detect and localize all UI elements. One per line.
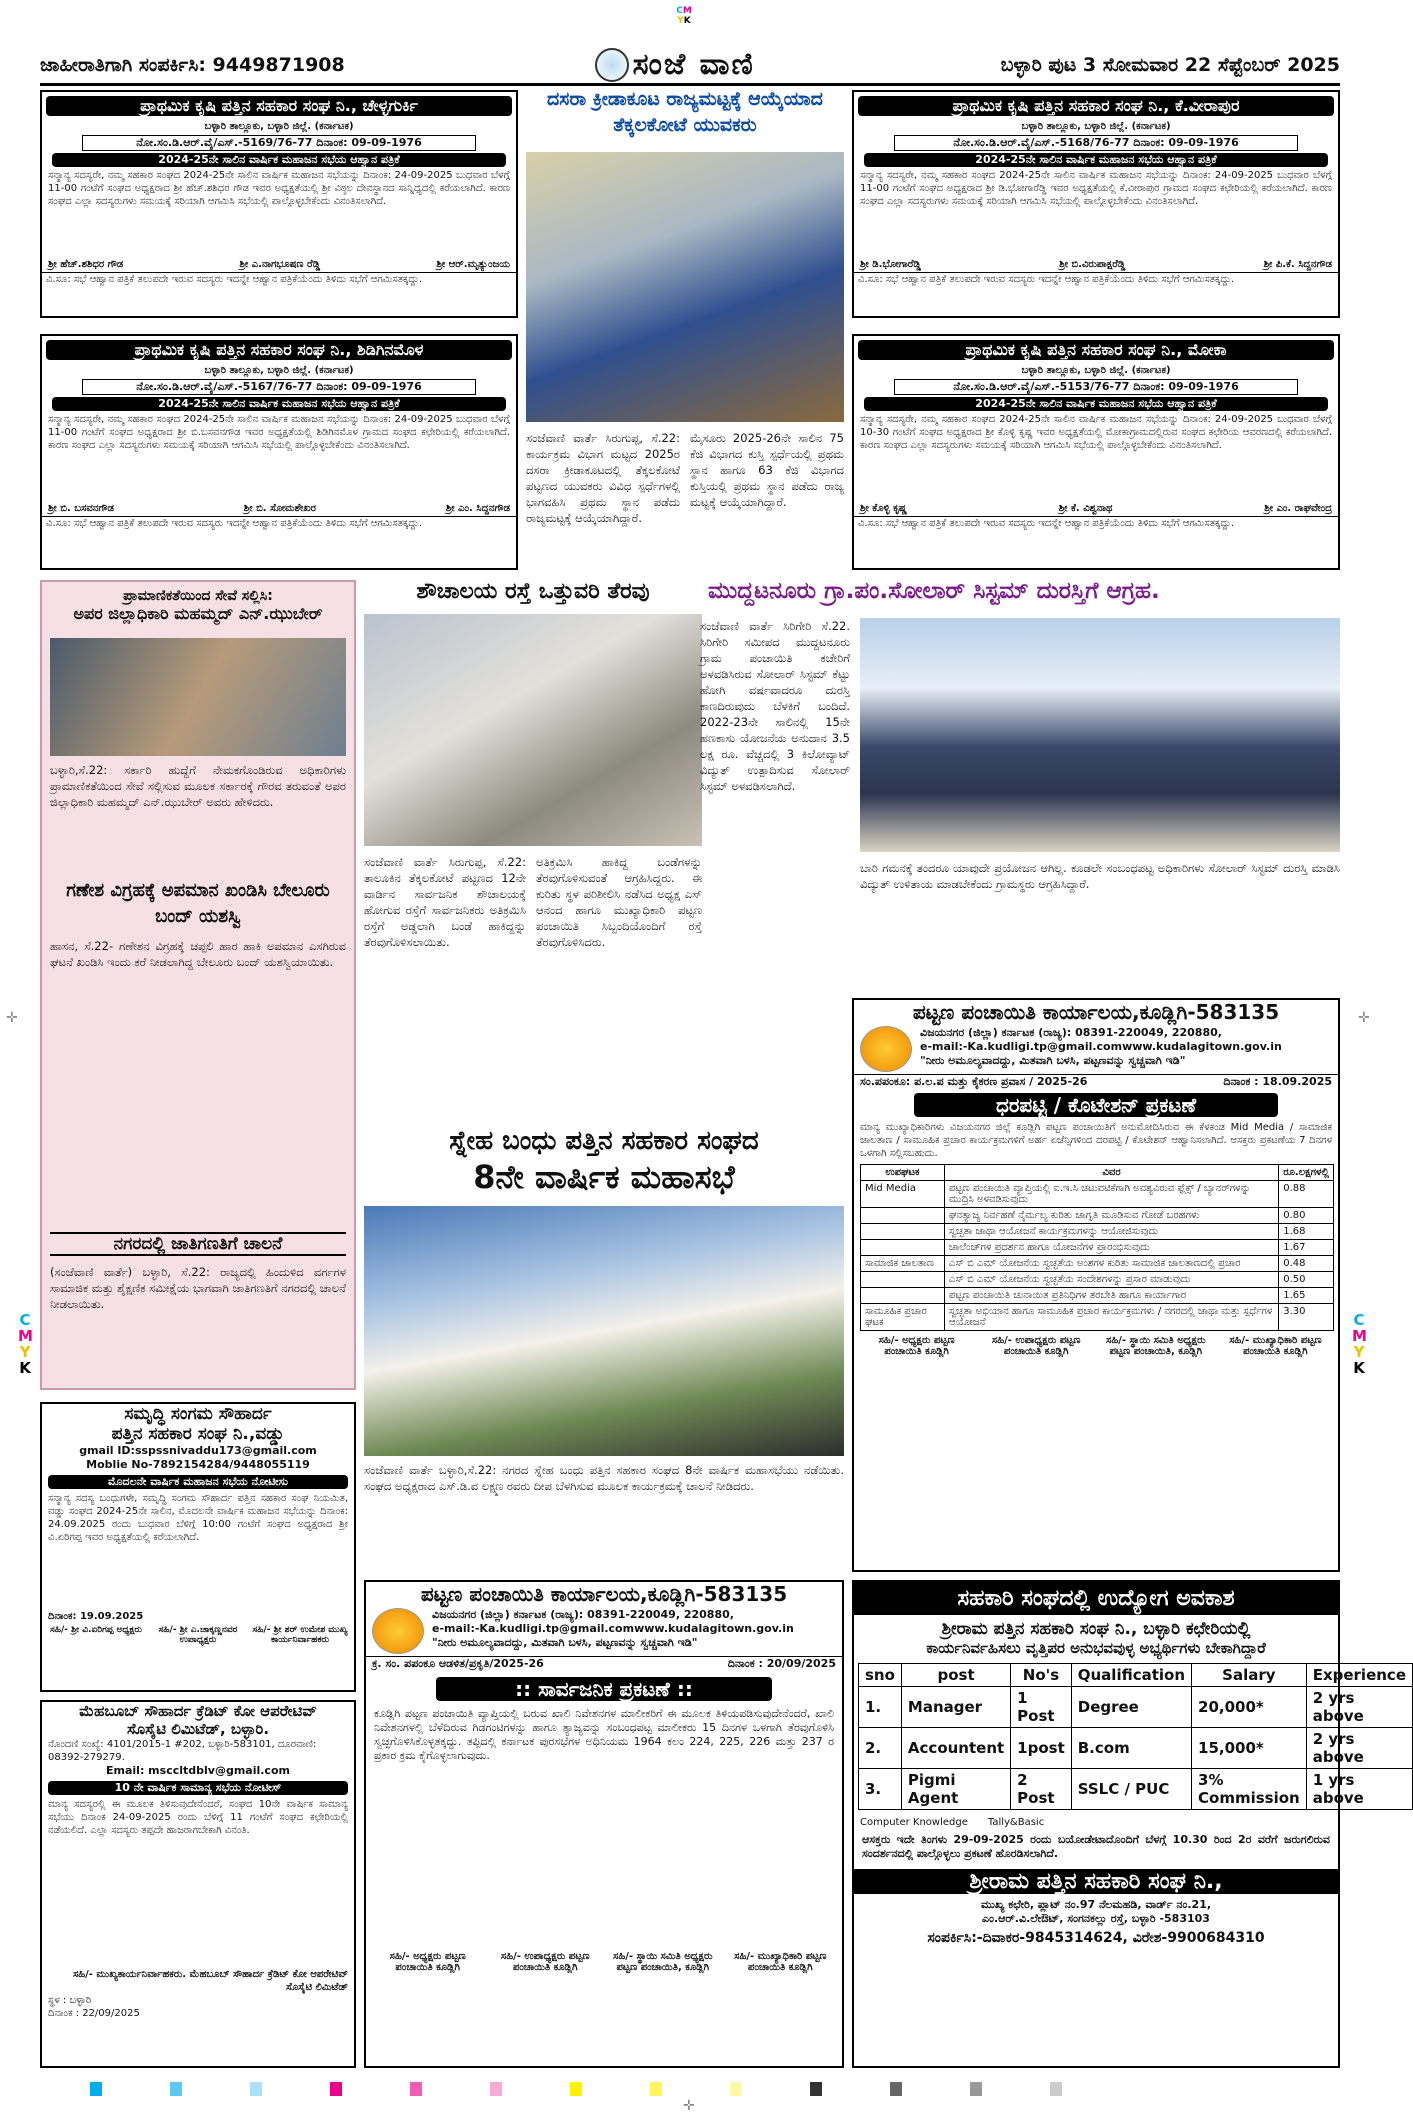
registration-cross-icon: ✛ xyxy=(6,1010,18,1026)
jobs-address-2: ಎಂ.ಆರ್.ವಿ.ಲೇಔಟ್, ಸಂಗನಕಲ್ಲು ರಸ್ತೆ, ಬಳ್ಳಾರಿ -583103 xyxy=(982,1912,1210,1925)
jobs-org: ಶ್ರೀರಾಮ ಪತ್ತಿನ ಸಹಕಾರಿ ಸಂಘ ನಿ., xyxy=(854,1869,1338,1894)
notice-subtitle: ಬಳ್ಳಾರಿ ತಾಲ್ಲೂಕು, ಬಳ್ಳಾರಿ ಜಿಲ್ಲೆ. (ಕರ್ನಾಟಕ) xyxy=(204,365,354,376)
rates-row xyxy=(861,1208,1334,1224)
notice-footnote: ವಿ.ಸೂ: ಸಭೆ ಆಹ್ವಾನ ಪತ್ರಿಕೆ ತಲುಪದೇ ಇರುವ ಸದಸ್ಯರು ಇದನ್ನೇ ಆಹ್ವಾನ ಪತ್ರಿಕೆಯೆಂದು ತಿಳಿದು ಸಭೆಗೆ ಆಗಮಿಸತಕ್ಕದ್ದು. xyxy=(42,272,516,286)
notice-title: ಪ್ರಾಥಮಿಕ ಕೃಷಿ ಪತ್ತಿನ ಸಹಕಾರ ಸಂಘ ನಿ., ಚೇಳ್ಳಗುರ್ಕಿ xyxy=(46,96,512,116)
mehabub-date: ದಿನಾಂಕ : 22/09/2025 xyxy=(48,2008,140,2019)
solar-headline: ಮುದ್ದಟನೂರು ಗ್ರಾ.ಪಂ.ಸೋಲಾರ್ ಸಿಸ್ಟಮ್ ದುರಸ್ತಿಗೆ ಆಗ್ರಹ. xyxy=(708,578,1160,604)
tender-signature: ಸಹಿ/- ಮುಖ್ಯಾಧಿಕಾರಿ ಪಟ್ಟಣ ಪಂಚಾಯಿತಿ ಕೂಡ್ಲಿಗಿ xyxy=(1229,1335,1322,1357)
dasara-column-2: ಮೈಸೂರು 2025-26ನೇ ಸಾಲಿನ 75 ಕೆಜಿ ವಿಭಾಗದ ಕುಸ್ತಿ ಸ್ಪರ್ಧೆಯಲ್ಲಿ ಪ್ರಥಮ ಸ್ಥಾನ ಹಾಗೂ 63 ಕೆಜಿ ವಿಭಾಗದ ಕುಸ್ತಿಯಲ್ಲಿ ಪ್ರಥಮ ಸ್ಥಾನ ಪಡೆದು ರಾಜ್ಯ ಮಟ್ಟಕ್ಕೆ ಆಯ್ಕೆಯಾಗಿದ್ದಾರೆ. xyxy=(690,431,844,509)
mehabub-bar: 10 ನೇ ವಾರ್ಷಿಕ ಸಾಮಾನ್ಯ ಸಭೆಯ ನೋಟೀಸ್ xyxy=(48,1781,348,1795)
notice-signatures xyxy=(854,257,1338,272)
rates-cell: ಘನತ್ಯಾಜ್ಯ ನಿರ್ವಹಣೆ ನೈರ್ಮಲ್ಯ ಕುರಿತು ಜಾಗೃತಿ ಮೂಡಿಸುವ ಗೋಡೆ ಬರಹಗಳು xyxy=(944,1208,1278,1224)
tender-signatures xyxy=(854,1335,1338,1357)
notice-body: ಸನ್ಮಾನ್ಯ ಸದಸ್ಯರೇ, ನಮ್ಮ ಸಹಕಾರ ಸಂಘದ 2024-25ನೇ ಸಾಲಿನ ವಾರ್ಷಿಕ ಮಹಾಜನ ಸಭೆಯನ್ನು ದಿನಾಂಕ: 24-09-2025 ಬುಧವಾರ ಬೆಳಗ್ಗೆ 11-00 ಗಂಟೆಗೆ ಸಂಘದ ಅಧ್ಯಕ್ಷರಾದ ಶ್ರೀ ಹೆಚ್.ಶಶಿಧರ ಗೌಡ ಇವರ ಅಧ್ಯಕ್ಷತೆಯಲ್ಲಿ ಶ್ರೀ ವಿಠ್ಠಲ ದೇವಸ್ಥಾನದ ಸಾನ್ನಿಧ್ಯದಲ್ಲಿ ಕರೆಯಲಾಗಿದೆ. ಕಾರಣ ಸಂಘದ ಎಲ್ಲಾ ಸದಸ್ಯರುಗಳು ಸಮಯಕ್ಕೆ ಸರಿಯಾಗಿ ಆಗಮಿಸಿ ಸಭೆಯಲ್ಲಿ ಪಾಲ್ಗೊಳ್ಳಬೇಕೆಂದು ವಿನಂತಿಸಲಾಗಿದೆ. xyxy=(48,170,510,207)
tender-signature: ಸಹಿ/- ಸ್ಥಾಯಿ ಸಮಿತಿ ಅಧ್ಯಕ್ಷರು ಪಟ್ಟಣ ಪಂಚಾಯಿತಿ, ಕೂಡ್ಲಿಗಿ xyxy=(1106,1335,1206,1357)
dateline: ಬಳ್ಳಾರಿ ಪುಟ 3 ಸೋಮವಾರ 22 ಸೆಪ್ಟೆಂಬರ್ 2025 xyxy=(1000,53,1340,76)
public-notice-banner: :: ಸಾರ್ವಜನಿಕ ಪ್ರಕಟಣೆ :: xyxy=(436,1677,772,1701)
rates-row xyxy=(861,1288,1334,1304)
pink-news-column xyxy=(40,580,356,1390)
rates-row xyxy=(861,1304,1334,1331)
jobs-header-cell: Salary xyxy=(1192,1664,1307,1687)
tender-body: ಮಾನ್ಯ ಮುಖ್ಯಾಧಿಕಾರಿಗಳು ವಿಜಯನಗರ ಜಿಲ್ಲೆ ಕೂಡ್ಲಿಗಿ ಪಟ್ಟಣ ಪಂಚಾಯಿತಿಗೆ ಅನುಮೋದಿಸಿರುವ ಈ ಕೆಳಕಂಡ Mid Media / ಸಾಮಾಜಿಕ ಜಾಲತಾಣ / ಸಾಮೂಹಿಕ ಪ್ರಚಾರ ಕಾರ್ಯಕ್ರಮಗಳಿಗೆ ಅರ್ಹ ಏಜೆನ್ಸಿಗಳಿಂದ ದರಪಟ್ಟಿ / ಕೊಟೇಶನ್ ಆಹ್ವಾನಿಸಲಾಗಿದೆ. ಆಸಕ್ತರು ಪ್ರಕಟಣೆಯ 7 ದಿನಗಳ ಒಳಗಾಗಿ ಸಲ್ಲಿಸಬಹುದು. xyxy=(860,1122,1332,1159)
jobs-line-1: ಶ್ರೀರಾಮ ಪತ್ತಿನ ಸಹಕಾರಿ ಸಂಘ ನಿ., ಬಳ್ಳಾರಿ ಕಛೇರಿಯಲ್ಲಿ xyxy=(941,1619,1251,1639)
rates-cell: ಪಟ್ಟಣ ಪಂಚಾಯಿತಿ ಚುನಾಯಿತ ಪ್ರತಿನಿಧಿಗಳ ತರಬೇತಿ ಹಾಗೂ ಕಾರ್ಯಾಗಾರ xyxy=(944,1288,1278,1304)
notice-subtitle: ಬಳ್ಳಾರಿ ತಾಲ್ಲೂಕು, ಬಳ್ಳಾರಿ ಜಿಲ್ಲೆ. (ಕರ್ನಾಟಕ) xyxy=(204,121,354,132)
signature-name: ಶ್ರೀ ಪಿ.ಕೆ. ಸಿದ್ದನಗೌಡ xyxy=(1263,259,1332,270)
notice-title: ಪ್ರಾಥಮಿಕ ಕೃಷಿ ಪತ್ತಿನ ಸಹಕಾರ ಸಂಘ ನಿ., ಕೆ.ವೀರಾಪುರ xyxy=(858,96,1334,116)
notice-title: ಪ್ರಾಥಮಿಕ ಕೃಷಿ ಪತ್ತಿನ ಸಹಕಾರ ಸಂಘ ನಿ., ಮೋಕಾ xyxy=(858,340,1334,360)
ad-contact: ಜಾಹೀರಾತಿಗಾಗಿ ಸಂಪರ್ಕಿಸಿ: 9449871908 xyxy=(40,53,345,76)
samruddhi-signature: ಸಹಿ/- ಶ್ರೀ ಎ.ಚಾಕ್ಕಣ್ಣನವರ ಉಪಾಧ್ಯಕ್ಷರು xyxy=(158,1625,238,1645)
tender-banner: ಧರಪಟ್ಟಿ / ಕೊಟೇಶನ್ ಪ್ರಕಟಣೆ xyxy=(914,1093,1278,1117)
samruddhi-body: ಸನ್ಮಾನ್ಯ ಸದಸ್ಯ ಬಂಧುಗಳೇ, ಸಮೃದ್ಧಿ ಸಂಗಮ ಸೌಹಾರ್ದ ಪತ್ತಿನ ಸಹಕಾರ ಸಂಘ ನಿಯಮಿತ, ವಡ್ಡು ಸಂಘದ 2024-25ನೇ ಸಾಲಿನ, ಮೊದಲನೇ ವಾರ್ಷಿಕ ಮಹಾಜನ ಸಭೆಯನ್ನು ದಿನಾಂಕ: 24.09.2025 ರಂದು ಬುಧವಾರ ಬೆಳಿಗ್ಗೆ 10:00 ಗಂಟೆಗೆ ಸಂಘದ ಅಧ್ಯಕ್ಷರಾದ ಶ್ರೀ ವಿ.ಏರಿಗಪ್ಪ ಇವರ ಅಧ್ಯಕ್ಷತೆಯಲ್ಲಿ ಕರೆಯಲಾಗಿದೆ. xyxy=(48,1493,348,1543)
notice-footnote: ವಿ.ಸೂ: ಸಭೆ ಆಹ್ವಾನ ಪತ್ರಿಕೆ ತಲುಪದೇ ಇರುವ ಸದಸ್ಯರು ಇದನ್ನೇ ಆಹ್ವಾನ ಪತ್ರಿಕೆಯೆಂದು ತಿಳಿದು ಸಭೆಗೆ ಆಗಮಿಸತಕ್ಕದ್ದು. xyxy=(42,516,516,530)
rates-cell: 0.80 xyxy=(1279,1208,1334,1224)
mehabub-signature: ಸಹಿ/- ಮುಖ್ಯಕಾರ್ಯನಿರ್ವಾಹಕರು. ಮೆಹಬೂಬ್ ಸೌಹಾರ್ದ ಕ್ರೆಡಿಟ್ ಕೋ ಆಪರೇಟಿವ್ ಸೊಸೈಟಿ ಲಿಮಿಟೆಡ್ xyxy=(72,1969,348,1993)
lamp-lighting-photo xyxy=(364,1206,844,1456)
registration-cross-icon: ✛ xyxy=(683,2098,695,2114)
rates-cell xyxy=(861,1208,945,1224)
jobs-cell: 3% Commission xyxy=(1192,1769,1307,1810)
sneha-headline-2: 8ನೇ ವಾರ್ಷಿಕ ಮಹಾಸಭೆ xyxy=(473,1158,735,1196)
jobs-cell: 3. xyxy=(859,1769,902,1810)
solar-article xyxy=(700,578,1340,994)
mehabub-email: Email: msccltdblv@gmail.com xyxy=(106,1764,290,1777)
samruddhi-mobile: Moblie No-7892154284/9448055119 xyxy=(86,1458,310,1471)
cmyk-mark-left: C M Y K xyxy=(18,1311,33,1377)
color-swatch xyxy=(1050,2082,1062,2096)
samruddhi-signature: ಸಹಿ/- ಶ್ರೀ ವಿ.ಏರಿಗಪ್ಪ ಅಧ್ಯಕ್ಷರು xyxy=(50,1625,142,1635)
notice-body: ಸನ್ಮಾನ್ಯ ಸದಸ್ಯರೇ, ನಮ್ಮ ಸಹಕಾರ ಸಂಘದ 2024-25ನೇ ಸಾಲಿನ ವಾರ್ಷಿಕ ಮಹಾಜನ ಸಭೆಯನ್ನು ದಿನಾಂಕ: 24-09-2025 ಬುಧವಾರ ಬೆಳಗ್ಗೆ 11-00 ಗಂಟೆಗೆ ಸಂಘದ ಅಧ್ಯಕ್ಷರಾದ ಶ್ರೀ ಡಿ.ಭೋಗಾರೆಡ್ಡಿ ಇವರ ಅಧ್ಯಕ್ಷತೆಯಲ್ಲಿ ಕೆ.ವೀರಾಪುರ ಗ್ರಾಮದ ಸಂಘದ ಕಛೇರಿಯಲ್ಲಿ ಕರೆಯಲಾಗಿದೆ. ಕಾರಣ ಸಂಘದ ಎಲ್ಲಾ ಸದಸ್ಯರುಗಳು ಸಮಯಕ್ಕೆ ಸರಿಯಾಗಿ ಆಗಮಿಸಿ ಸಭೆಯಲ್ಲಿ ಪಾಲ್ಗೊಳ್ಳಬೇಕೆಂದು ವಿನಂತಿಸಲಾಗಿದೆ. xyxy=(860,170,1332,207)
color-swatch xyxy=(90,2082,102,2096)
kudligi-public-title: ಪಟ್ಟಣ ಪಂಚಾಯಿತಿ ಕಾರ್ಯಾಲಯ,ಕೂಡ್ಲಿಗಿ-583135 xyxy=(420,1582,788,1606)
jobs-cell: B.com xyxy=(1071,1728,1191,1769)
signature-name: ಶ್ರೀ ಬಿ. ಸೋಮಶೇಖರ xyxy=(243,503,316,514)
jobs-cell: 1 Post xyxy=(1011,1687,1072,1728)
toilet-column-2: ಅತಿಕ್ರಮಿಸಿ ಹಾಕಿದ್ದ ಬಂಡೆಗಳನ್ನು ತೆರವುಗೊಳಿಸುವಂತೆ ಆಗ್ರಹಿಸಿದ್ದರು. ಈ ಕುರಿತು ಸ್ಥಳ ಪರಿಶೀಲಿಸಿ ನಡೆಸಿದ ಅಧ್ಯಕ್ಷ ಎಸ್ ಆನಂದ ಹಾಗೂ ಮುಖ್ಯಾಧಿಕಾರಿ ಪಟ್ಟಣ ಪಂಚಾಯಿತಿ ಸಿಬ್ಬಂದಿಯೊಂದಿಗೆ ರಸ್ತೆ ತೆರವುಗೊಳಿಸಿದರು. xyxy=(536,855,702,949)
masthead xyxy=(40,46,1340,86)
rates-row xyxy=(861,1181,1334,1208)
notice-bar: 2024-25ನೇ ಸಾಲಿನ ವಾರ್ಷಿಕ ಮಹಾಜನ ಸಭೆಯ ಆಹ್ವಾನ ಪತ್ರಿಕೆ xyxy=(52,153,506,167)
jobs-header-cell: Experience xyxy=(1306,1664,1412,1687)
kudligi-tender-ref: ಸಂ.ಪಪಂಕೂ: ಪ.ಲ.ಪ ಮತ್ತು ಕೈಕರಣ ಪ್ರವಾಸ / 2025-26 xyxy=(860,1075,1088,1088)
rates-row xyxy=(861,1256,1334,1272)
jobs-row xyxy=(859,1769,1413,1810)
road-clearing-photo xyxy=(364,614,702,846)
notice-footnote: ವಿ.ಸೂ: ಸಭೆ ಆಹ್ವಾನ ಪತ್ರಿಕೆ ತಲುಪದೇ ಇರುವ ಸದಸ್ಯರು ಇದನ್ನೇ ಆಹ್ವಾನ ಪತ್ರಿಕೆಯೆಂದು ತಿಳಿದು ಸಭೆಗೆ ಆಗಮಿಸತಕ್ಕದ್ದು. xyxy=(854,272,1338,286)
kudligi-public-email: e-mail:-Ka.kudligi.tp@gmail.comwww.kudalagitown.gov.in xyxy=(432,1622,794,1635)
rates-row xyxy=(861,1240,1334,1256)
jobs-cell: Degree xyxy=(1071,1687,1191,1728)
notice-box xyxy=(40,334,518,570)
notice-reg: ನೋ.ಸಂ.ಡಿ.ಆರ್.ವೈ/ಎಸ್.-5169/76-77 ದಿನಾಂಕ: 09-09-1976 xyxy=(82,135,476,151)
notice-box xyxy=(40,90,518,318)
samruddhi-title-2: ಪತ್ತಿನ ಸಹಕಾರ ಸಂಘ ನಿ.,ವಡ್ಡು xyxy=(111,1424,285,1444)
samruddhi-bar: ಮೊದಲನೇ ವಾರ್ಷಿಕ ಮಹಾಜನ ಸಭೆಯ ನೋಟೀಸು xyxy=(48,1475,348,1489)
public-signature: ಸಹಿ/- ಸ್ಥಾಯಿ ಸಮಿತಿ ಅಧ್ಯಕ್ಷರು ಪಟ್ಟಣ ಪಂಚಾಯಿತಿ, ಕೂಡ್ಲಿಗಿ xyxy=(613,1951,713,1973)
color-swatch xyxy=(650,2082,662,2096)
jobs-cell: SSLC / PUC xyxy=(1071,1769,1191,1810)
notice-reg: ನೋ.ಸಂ.ಡಿ.ಆರ್.ವೈ/ಎಸ್.-5153/76-77 ದಿನಾಂಕ: 09-09-1976 xyxy=(894,379,1298,395)
notice-signatures xyxy=(854,501,1338,516)
pink-body: ಬಳ್ಳಾರಿ,ಸೆ.22: ಸರ್ಕಾರಿ ಹುದ್ದೆಗೆ ನೇಮಕಗೊಂಡಿರುವ ಅಧಿಕಾರಿಗಳು ಪ್ರಾಮಾಣಿಕತೆಯಿಂದ ಸೇವೆ ಸಲ್ಲಿಸುವ ಮೂಲಕ ಸರ್ಕಾರಕ್ಕೆ ಗೌರವ ತರುವಂತೆ ಅಪರ ಜಿಲ್ಲಾಧಿಕಾರಿ ಮಹಮ್ಮದ್ ಎನ್.ಝುಬೇರ್ ಅವರು ಹೇಳಿದರು. xyxy=(50,763,346,809)
jobs-table xyxy=(858,1663,1413,1810)
mehabub-notice-text: ಮಾನ್ಯ ಸದಸ್ಯರಲ್ಲಿ ಈ ಮೂಲಕ ತಿಳಿಸುವುದೇನೆಂದರೆ, ಸಂಘದ 10ನೇ ವಾರ್ಷಿಕ ಸಾಮಾನ್ಯ ಸಭೆಯು ದಿನಾಂಕ 24-09-2025 ರಂದು ಬೆಳಿಗ್ಗೆ 11 ಗಂಟೆಗೆ ಸಂಘದ ಕಛೇರಿಯಲ್ಲಿ ನಡೆಯಲಿದೆ. ಎಲ್ಲಾ ಸದಸ್ಯರು ತಪ್ಪದೇ ಹಾಜರಾಗಬೇಕಾಗಿ ವಿನಂತಿ. xyxy=(48,1799,348,1836)
pink-headline: ಅಪರ ಜಿಲ್ಲಾಧಿಕಾರಿ ಮಹಮ್ಮದ್ ಎನ್.ಝುಬೇರ್ xyxy=(73,604,323,623)
samruddhi-date: ದಿನಾಂಕ: 19.09.2025 xyxy=(48,1611,144,1622)
jobs-header-cell: sno xyxy=(859,1664,902,1687)
samruddhi-email: gmail ID:sspssnivaddu173@gmail.com xyxy=(79,1444,317,1457)
signature-name: ಶ್ರೀ ಎ.ನಾಗಭೂಷಣ ರೆಡ್ಡಿ xyxy=(239,259,321,270)
jobs-cell: 2 yrs above xyxy=(1306,1728,1412,1769)
dasara-headline: ದಸರಾ ಕ್ರೀಡಾಕೂಟ ರಾಜ್ಯಮಟ್ಟಕ್ಕೆ ಆಯ್ಕೆಯಾದ ತೆಕ್ಕಲಕೋಟೆ ಯುವಕರು xyxy=(547,88,823,136)
signature-name: ಶ್ರೀ ಹೆಚ್.ಶಶಿಧರ ಗೌಡ xyxy=(48,259,124,270)
jobs-contact: ಸಂಪರ್ಕಿಸಿ:-ದಿವಾಕರ-9845314624, ವಿರೇಶ-9900684310 xyxy=(927,1930,1265,1946)
rates-cell: 1.65 xyxy=(1279,1288,1334,1304)
rates-cell: 1.67 xyxy=(1279,1240,1334,1256)
signature-name: ಶ್ರೀ ಬಿ.ವಿರುಪಾಕ್ಷರೆಡ್ಡಿ xyxy=(1059,259,1126,270)
rates-cell: 0.88 xyxy=(1279,1181,1334,1208)
dasara-article xyxy=(526,86,844,574)
jobs-banner: ಸಹಕಾರಿ ಸಂಘದಲ್ಲಿ ಉದ್ಯೋಗ ಅವಕಾಶ xyxy=(854,1582,1338,1615)
color-swatch xyxy=(730,2082,742,2096)
kudligi-tender-date: ದಿನಾಂಕ : 18.09.2025 xyxy=(1223,1075,1332,1088)
mehabub-title-1: ಮೆಹಬೂಬ್ ಸೌಹಾರ್ದ ಕ್ರೆಡಿಟ್ ಕೋ ಆಪರೇಟಿವ್ xyxy=(79,1702,317,1720)
jobs-header-cell: post xyxy=(901,1664,1010,1687)
samruddhi-title-1: ಸಮೃದ್ಧಿ ಸಂಗಮ ಸೌಹಾರ್ದ xyxy=(124,1404,272,1424)
tender-signature: ಸಹಿ/- ಉಪಾಧ್ಯಕ್ಷರು ಪಟ್ಟಣ ಪಂಚಾಯಿತಿ ಕೂಡ್ಲಿಗಿ xyxy=(991,1335,1081,1357)
signature-name: ಶ್ರೀ ಎಂ. ರಾಘವೇಂದ್ರ xyxy=(1264,503,1332,514)
color-swatch xyxy=(330,2082,342,2096)
notice-footnote: ವಿ.ಸೂ: ಸಭೆ ಆಹ್ವಾನ ಪತ್ರಿಕೆ ತಲುಪದೇ ಇರುವ ಸದಸ್ಯರು ಇದನ್ನೇ ಆಹ್ವಾನ ಪತ್ರಿಕೆಯೆಂದು ತಿಳಿದು ಸಭೆಗೆ ಆಗಮಿಸತಕ್ಕದ್ದು. xyxy=(854,516,1338,530)
notice-signatures xyxy=(42,501,516,516)
jobs-cell: 2 Post xyxy=(1011,1769,1072,1810)
jobs-cell: 1 yrs above xyxy=(1306,1769,1412,1810)
solar-panels-photo xyxy=(860,618,1340,852)
notice-signatures xyxy=(42,257,516,272)
signature-name: ಶ್ರೀ ಡಿ.ಭೋಗಾರೆಡ್ಡಿ xyxy=(860,259,921,270)
signature-name: ಶ್ರೀ ಆರ್.ಮೃತ್ಯುಂಜಯ xyxy=(436,259,510,270)
kudligi-tender-notice xyxy=(852,998,1340,1572)
sneha-caption: ಸಂಜೆವಾಣಿ ವಾರ್ತೆ ಬಳ್ಳಾರಿ,ಸೆ.22: ನಗರದ ಸ್ನೇಹ ಬಂಧು ಪತ್ತಿನ ಸಹಕಾರ ಸಂಘದ 8ನೇ ವಾರ್ಷಿಕ ಮಹಾಸಭೆಯು ನಡೆಯಿತು. ಸಂಘದ ಅಧ್ಯಕ್ಷರಾದ ಎಸ್.ಡಿ.ವ ಲಕ್ಷ್ಮಣ ರವರು ದೀಪ ಬೆಳಗಿಸುವ ಮೂಲಕ ಕಾರ್ಯಕ್ರಮಕ್ಕೆ ಚಾಲನೆ ನೀಡಿದರು. xyxy=(364,1463,844,1493)
notice-bar: 2024-25ನೇ ಸಾಲಿನ ವಾರ್ಷಿಕ ಮಹಾಜನ ಸಭೆಯ ಆಹ್ವಾನ ಪತ್ರಿಕೆ xyxy=(52,397,506,411)
notice-body: ಸನ್ಮಾನ್ಯ ಸದಸ್ಯರೇ, ನಮ್ಮ ಸಹಕಾರ ಸಂಘದ 2024-25ನೇ ಸಾಲಿನ ವಾರ್ಷಿಕ ಮಹಾಜನ ಸಭೆಯನ್ನು ದಿನಾಂಕ: 24-09-2025 ಬುಧವಾರ ಬೆಳಗ್ಗೆ 10-30 ಗಂಟೆಗೆ ಸಂಘದ ಅಧ್ಯಕ್ಷರಾದ ಶ್ರೀ ಕೊಳ್ಳಿ ಕೃಷ್ಣ ಇವರ ಅಧ್ಯಕ್ಷತೆಯಲ್ಲಿ ಮೋಕಾಗ್ರಾಮದಲ್ಲಿರುವ ಸಂಘದ ಕಛೇರಿಯ ಆವರಣದಲ್ಲಿ ಕರೆಯಲಾಗಿದೆ. ಕಾರಣ ಸಂಘದ ಎಲ್ಲಾ ಸದಸ್ಯರುಗಳು ಸಮಯಕ್ಕೆ ಸರಿಯಾಗಿ ಆಗಮಿಸಿ ಸಭೆಯಲ್ಲಿ ಪಾಲ್ಗೊಳ್ಳಬೇಕೆಂದು ವಿನಂತಿಸಲಾಗಿದೆ. xyxy=(860,414,1332,451)
color-swatch xyxy=(250,2082,262,2096)
municipal-emblem-icon xyxy=(372,1608,424,1654)
rates-cell xyxy=(861,1272,945,1288)
jobs-cell: 2 yrs above xyxy=(1306,1687,1412,1728)
kudligi-public-district: ವಿಜಯನಗರ (ಜಿಲ್ಲಾ) ಕರ್ನಾಟಕ (ರಾಜ್ಯ): 08391-220049, 220880, xyxy=(432,1608,734,1621)
public-signature: ಸಹಿ/- ಉಪಾಧ್ಯಕ್ಷರು ಪಟ್ಟಣ ಪಂಚಾಯಿತಿ ಕೂಡ್ಲಿಗಿ xyxy=(500,1951,590,1973)
color-swatch xyxy=(170,2082,182,2096)
toilet-road-article xyxy=(364,578,702,1118)
rates-table: ಉಪಘಟಕ ವಿವರ ರೂ.ಲಕ್ಷಗಳಲ್ಲಿ Mid Media ಪಟ್ಟಣ ಪಂಚಾಯಿತಿ ವ್ಯಾಪ್ತಿಯಲ್ಲಿ ಐ.ಇ.ಸಿ ಚಟುವಟಿಕೆಗಾಗಿ ಅವಶ್ಯವಿರುವ ಫ್ಲೆಕ್ಸ್ / ಬ್ಯಾನರ್‌ಗಳನ್ನು ಮುದ್ರಿಸಿ ಅಳವಡಿಸುವುದು 0.88 ಘನತ್ಯಾಜ್ಯ ನಿರ್ವಹಣೆ ನೈರ್ಮಲ್ಯ ಕುರಿತು ಜಾಗೃತಿ ಮೂಡಿಸುವ ಗೋಡೆ ಬರಹಗಳು 0.80 ಸ್ವಚ್ಛತಾ ಜಾಥಾ ಆಯೋಜನೆ ಕಾರ್ಯಕ್ರಮಗಳನ್ನು ಆಯೋಜಿಸುವುದು 1.68 ಚಾಲೆಂಜ್‌ಗಳ ಪ್ರದರ್ಶನ ಹಾಗೂ ಯೋಜನೆಗಳ ಪ್ರಾರಂಭಿಸುವುದು 1.67 ಸಾಮಾಜಿಕ ಜಾಲತಾಣ ಎಸ್ ಬಿ ಎಮ್ ಯೋಜನೆಯ ಸ್ವಚ್ಛತೆಯ ಅಂಶಗಳ ಕುರಿತು ಸಾಮಾಜಿಕ ಜಾಲತಾಣದಲ್ಲಿ ಪ್ರಚಾರ 0.48 ಎಸ್ ಬಿ ಎಮ್ ಯೋಜನೆಯ ಸ್ವಚ್ಛತೆಯ ಸಂದೇಶಗಳನ್ನು ಪ್ರಸಾರ ಮಾಡುವುದು 0.50 ಪಟ್ಟಣ ಪಂಚಾಯಿತಿ ಚುನಾಯಿತ ಪ್ರತಿನಿಧಿಗಳ ತರಬೇತಿ ಹಾಗೂ ಕಾರ್ಯಾಗಾರ 1.65 ಸಾಮೂಹಿಕ ಪ್ರಚಾರ ಘಟಕ ಸ್ವಚ್ಛತಾ ಅಭಿಯಾನ ಹಾಗೂ ಸಾಮೂಹಿಕ ಪ್ರಚಾರ ಕಾರ್ಯಕ್ರಮಗಳು / ನಗರದಲ್ಲಿ ಜಾಥಾ ಮತ್ತು ಸ್ಪರ್ಧೆಗಳ ಆಯೋಜನೆ 3.30 xyxy=(860,1164,1334,1331)
jobs-row xyxy=(859,1728,1413,1769)
rates-cell: ಸ್ವಚ್ಛತಾ ಅಭಿಯಾನ ಹಾಗೂ ಸಾಮೂಹಿಕ ಪ್ರಚಾರ ಕಾರ್ಯಕ್ರಮಗಳು / ನಗರದಲ್ಲಿ ಜಾಥಾ ಮತ್ತು ಸ್ಪರ್ಧೆಗಳ ಆಯೋಜನೆ xyxy=(944,1304,1278,1331)
color-swatch xyxy=(970,2082,982,2096)
notice-body: ಸನ್ಮಾನ್ಯ ಸದಸ್ಯರೇ, ನಮ್ಮ ಸಹಕಾರ ಸಂಘದ 2024-25ನೇ ಸಾಲಿನ ವಾರ್ಷಿಕ ಮಹಾಜನ ಸಭೆಯನ್ನು ದಿನಾಂಕ: 24-09-2025 ಬುಧವಾರ ಬೆಳಗ್ಗೆ 11-00 ಗಂಟೆಗೆ ಸಂಘದ ಅಧ್ಯಕ್ಷರಾದ ಶ್ರೀ ಬಿ.ಬಸವನಗೌಡ ಇವರ ಅಧ್ಯಕ್ಷತೆಯಲ್ಲಿ ಶಿಡಿಗಿನಮೊಳ ಗ್ರಾಮದ ಸಂಘದ ಕಛೇರಿಯಲ್ಲಿ ಕರೆಯಲಾಗಿದೆ. ಕಾರಣ ಸಂಘದ ಎಲ್ಲಾ ಸದಸ್ಯರುಗಳು ಸಮಯಕ್ಕೆ ಸರಿಯಾಗಿ ಆಗಮಿಸಿ ಸಭೆಯಲ್ಲಿ ಪಾಲ್ಗೊಳ್ಳಬೇಕೆಂದು ವಿನಂತಿಸಲಾಗಿದೆ. xyxy=(48,414,510,451)
notice-bar: 2024-25ನೇ ಸಾಲಿನ ವಾರ್ಷಿಕ ಮಹಾಜನ ಸಭೆಯ ಆಹ್ವಾನ ಪತ್ರಿಕೆ xyxy=(864,153,1328,167)
cmyk-mark-right: C M Y K xyxy=(1352,1311,1367,1377)
jobs-row xyxy=(859,1687,1413,1728)
rates-cell: 0.50 xyxy=(1279,1272,1334,1288)
rates-cell: 0.48 xyxy=(1279,1256,1334,1272)
mehabub-body: ನೊಂದಣಿ ಸಂಖ್ಯೆ: 4101/2015-1 #202, ಬಳ್ಳಾರಿ-583101, ದೂರವಾಣಿ: 08392-279279. xyxy=(48,1739,317,1763)
rates-cell: ಎಸ್ ಬಿ ಎಮ್ ಯೋಜನೆಯ ಸ್ವಚ್ಛತೆಯ ಅಂಶಗಳ ಕುರಿತು ಸಾಮಾಜಿಕ ಜಾಲತಾಣದಲ್ಲಿ ಪ್ರಚಾರ xyxy=(944,1256,1278,1272)
jobs-header-cell: Qualification xyxy=(1071,1664,1191,1687)
meeting-photo xyxy=(50,638,346,756)
jobs-note-1: Computer Knowledge xyxy=(860,1817,968,1828)
rates-cell: ಪಟ್ಟಣ ಪಂಚಾಯಿತಿ ವ್ಯಾಪ್ತಿಯಲ್ಲಿ ಐ.ಇ.ಸಿ ಚಟುವಟಿಕೆಗಾಗಿ ಅವಶ್ಯವಿರುವ ಫ್ಲೆಕ್ಸ್ / ಬ್ಯಾನರ್‌ಗಳನ್ನು ಮುದ್ರಿಸಿ ಅಳವಡಿಸುವುದು xyxy=(944,1181,1278,1208)
notice-reg: ನೋ.ಸಂ.ಡಿ.ಆರ್.ವೈ/ಎಸ್.-5168/76-77 ದಿನಾಂಕ: 09-09-1976 xyxy=(894,135,1298,151)
color-swatch xyxy=(890,2082,902,2096)
color-swatch xyxy=(570,2082,582,2096)
sneha-headline-1: ಸ್ನೇಹ ಬಂಧು ಪತ್ತಿನ ಸಹಕಾರ ಸಂಘದ xyxy=(449,1126,759,1156)
jobs-deadline: ಆಸಕ್ತರು ಇದೇ ತಿಂಗಳು 29-09-2025 ರಂದು ಬಯೋಡೇಟಾದೊಂದಿಗೆ ಬೆಳಗ್ಗೆ 10.30 ರಿಂದ 2ರ ವರೆಗೆ ಜರುಗಲಿರುವ ಸಂದರ್ಶನದಲ್ಲಿ ಪಾಲ್ಗೊಳ್ಳಲು ಪ್ರಕಟಣೆ ಹೊರಡಿಸಲಾಗಿದೆ. xyxy=(862,1833,1330,1860)
jobs-cell: Accountent xyxy=(901,1728,1010,1769)
jobs-line-2: ಕಾರ್ಯನಿರ್ವಹಿಸಲು ವೃತ್ತಿಪರ ಅನುಭವವುಳ್ಳ ಅಭ್ಯರ್ಥಿಗಳು ಬೇಕಾಗಿದ್ದಾರೆ xyxy=(926,1639,1266,1657)
jobs-cell: 15,000* xyxy=(1192,1728,1307,1769)
jobs-ad xyxy=(852,1580,1406,2068)
jobs-cell: Pigmi Agent xyxy=(901,1769,1010,1810)
globe-icon xyxy=(595,48,629,82)
public-signature: ಸಹಿ/- ಮುಖ್ಯಾಧಿಕಾರಿ ಪಟ್ಟಣ ಪಂಚಾಯಿತಿ ಕೂಡ್ಲಿಗಿ xyxy=(734,1951,827,1973)
jobs-cell: Manager xyxy=(901,1687,1010,1728)
toilet-headline: ಶೌಚಾಲಯ ರಸ್ತೆ ಒತ್ತುವರಿ ತೆರವು xyxy=(416,579,650,604)
rates-cell: 3.30 xyxy=(1279,1304,1334,1331)
notice-subtitle: ಬಳ್ಳಾರಿ ತಾಲ್ಲೂಕು, ಬಳ್ಳಾರಿ ಜಿಲ್ಲೆ. (ಕರ್ನಾಟಕ) xyxy=(1021,121,1171,132)
notice-bar: 2024-25ನೇ ಸಾಲಿನ ವಾರ್ಷಿಕ ಮಹಾಜನ ಸಭೆಯ ಆಹ್ವಾನ ಪತ್ರಿಕೆ xyxy=(864,397,1328,411)
newspaper-logo: ಸಂಜೆ ವಾಣಿ xyxy=(591,47,755,83)
rates-cell: ಸ್ವಚ್ಛತಾ ಜಾಥಾ ಆಯೋಜನೆ ಕಾರ್ಯಕ್ರಮಗಳನ್ನು ಆಯೋಜಿಸುವುದು xyxy=(944,1224,1278,1240)
rates-row xyxy=(861,1272,1334,1288)
signature-name: ಶ್ರೀ ಎಂ. ಸಿದ್ದನಗೌಡ xyxy=(445,503,510,514)
kudligi-tender-title: ಪಟ್ಟಣ ಪಂಚಾಯಿತಿ ಕಾರ್ಯಾಲಯ,ಕೂಡ್ಲಿಗಿ-583135 xyxy=(912,1000,1280,1024)
rates-cell: ಸಾಮೂಹಿಕ ಪ್ರಚಾರ ಘಟಕ xyxy=(861,1304,945,1331)
sneha-article xyxy=(364,1124,844,1574)
ganesha-headline: ಗಣೇಶ ವಿಗ್ರಹಕ್ಕೆ ಅಪಮಾನ ಖಂಡಿಸಿ ಬೇಲೂರು ಬಂದ್ ಯಶಸ್ವಿ xyxy=(66,880,330,927)
kudligi-public-motto: "ನೀರು ಅಮೂಲ್ಯವಾದದ್ದು, ಮಿತವಾಗಿ ಬಳಸಿ, ಪಟ್ಟಣವನ್ನು ಸ್ವಚ್ಚವಾಗಿ ಇಡಿ" xyxy=(432,1636,698,1649)
ganesha-body: ಹಾಸನ, ಸೆ.22- ಗಣೇಶನ ವಿಗ್ರಹಕ್ಕೆ ಚಪ್ಪಲಿ ಹಾರ ಹಾಕಿ ಅಪಮಾನ ಎಸಗಿರುವ ಘಟನೆ ಖಂಡಿಸಿ ಇಂದು ಕರೆ ನೀಡಲಾಗಿದ್ದ ಬೇಲೂರು ಬಂದ್ ಯಶಸ್ವಿಯಾಯಿತು. xyxy=(50,939,346,969)
color-swatch xyxy=(810,2082,822,2096)
samruddhi-signature: ಸಹಿ/- ಶ್ರೀ ಶರ್ ಉಮೇಶ ಮುಖ್ಯ ಕಾರ್ಯನಿರ್ವಾಹಕರು xyxy=(252,1625,348,1645)
rates-cell: ಎಸ್ ಬಿ ಎಮ್ ಯೋಜನೆಯ ಸ್ವಚ್ಛತೆಯ ಸಂದೇಶಗಳನ್ನು ಪ್ರಸಾರ ಮಾಡುವುದು xyxy=(944,1272,1278,1288)
kudligi-tender-email: e-mail:-Ka.kudligi.tp@gmail.comwww.kudalagitown.gov.in xyxy=(920,1040,1282,1053)
jobs-cell: 20,000* xyxy=(1192,1687,1307,1728)
jobs-cell: 2. xyxy=(859,1728,902,1769)
athletes-photo xyxy=(526,152,844,422)
public-signatures xyxy=(366,1947,842,1977)
rates-cell xyxy=(861,1288,945,1304)
kudligi-public-ref: ಕ್ರ. ಸಂ. ಪಪಂಕೂ ಆಡಳಿತ/ಪ್ರಕೃತಿ/2025-26 xyxy=(372,1657,544,1670)
public-notice-body: ಕೂಡ್ಲಿಗಿ ಪಟ್ಟಣ ಪಂಚಾಯಿತಿ ವ್ಯಾಪ್ತಿಯಲ್ಲಿ ಬರುವ ಖಾಲಿ ನಿವೇಶನಗಳ ಮಾಲೀಕರಿಗೆ ಈ ಮೂಲಕ ತಿಳಿಯಪಡಿಸುವುದೇನೆಂದರೆ, ಖಾಲಿ ನಿವೇಶನಗಳಲ್ಲಿ ಬೆಳೆದಿರುವ ಗಿಡಗಂಟಿಗಳನ್ನು ಹಾಗೂ ತ್ಯಾಜ್ಯವನ್ನು ಸಂಬಂಧಪಟ್ಟ ಮಾಲೀಕರು 15 ದಿನಗಳ ಒಳಗಾಗಿ ತೆರವುಗೊಳಿಸಿ ಸ್ವಚ್ಛಗೊಳಿಸಿಕೊಳ್ಳತಕ್ಕದ್ದು. ತಪ್ಪಿದಲ್ಲಿ ಕರ್ನಾಟಕ ಪುರಸಭೆಗಳ ಅಧಿನಿಯಮ 1964 ಕಲಂ 224, 225, 226 ಮತ್ತು 237 ರ ಪ್ರಕಾರ ಕ್ರಮ ಕೈಗೊಳ್ಳಲಾಗುವುದು. xyxy=(374,1707,834,1762)
cmyk-mark-top: CM YK xyxy=(676,6,692,26)
signature-name: ಶ್ರೀ ಬಿ. ಬಸವನಗೌಡ xyxy=(48,503,114,514)
notice-reg: ನೋ.ಸಂ.ಡಿ.ಆರ್.ವೈ/ಎಸ್.-5167/76-77 ದಿನಾಂಕ: 09-09-1976 xyxy=(82,379,476,395)
jobs-header-cell: No's xyxy=(1011,1664,1072,1687)
color-swatch xyxy=(410,2082,422,2096)
notice-box xyxy=(852,90,1340,318)
solar-column-1: ಸಂಜೆವಾಣಿ ವಾರ್ತೆ ಸಿರಿಗೇರಿ ಸೆ.22. ಸಿರಿಗೇರಿ ಸಮೀಪದ ಮುದ್ದಟನೂರು ಗ್ರಾಮ ಪಂಚಾಯಿತಿ ಕಚೇರಿಗೆ ಅಳವಡಿಸಿರುವ ಸೋಲಾರ್ ಸಿಸ್ಟಮ್ ಕೆಟ್ಟು ಹೋಗಿ ವರ್ಷವಾದರೂ ದುರಸ್ತಿ ಕಾಣದಿರುವುದು ಬೆಳಕಿಗೆ ಬಂದಿದೆ. 2022-23ನೇ ಸಾಲಿನಲ್ಲಿ 15ನೇ ಹಣಕಾಸು ಯೋಜನೆಯ ಅನುದಾನ 3.5 ಲಕ್ಷ ರೂ. ವೆಚ್ಚದಲ್ಲಿ 3 ಕಿಲೋವ್ಯಾಟ್ ವಿದ್ಯುತ್ ಉತ್ಪಾದಿಸುವ ಸೋಲಾರ್ ಸಿಸ್ಟಮ್ ಅಳವಡಿಸಲಾಗಿದೆ. xyxy=(700,619,850,793)
notice-subtitle: ಬಳ್ಳಾರಿ ತಾಲ್ಲೂಕು, ಬಳ್ಳಾರಿ ಜಿಲ್ಲೆ. (ಕರ್ನಾಟಕ) xyxy=(1021,365,1171,376)
signature-name: ಶ್ರೀ ಕೊಳ್ಳಿ ಕೃಷ್ಣ xyxy=(860,503,908,514)
kudligi-public-notice xyxy=(364,1580,844,2068)
toilet-column-1: ಸಂಜೆವಾಣಿ ವಾರ್ತೆ ಸಿರುಗುಪ್ಪ, ಸೆ.22: ತಾಲೂಕಿನ ತೆಕ್ಕಲಕೋಟೆ ಪಟ್ಟಣದ 12ನೇ ವಾರ್ಡಿನ ಸಾರ್ವಜನಿಕ ಶೌಚಾಲಯಕ್ಕೆ ಹೋಗುವ ರಸ್ತೆಗೆ ಸಾರ್ವಜನಿಕರು ಅತಿಕ್ರಮಿಸಿ ರಸ್ತೆಗೆ ಅಡ್ಡಲಾಗಿ ಬಂಡೆ ಹಾಕಿದ್ದನ್ನು ತೆರವುಗೊಳಿಸಲಾಯಿತು. xyxy=(364,855,526,949)
kudligi-tender-district: ವಿಜಯನಗರ (ಜಿಲ್ಲಾ) ಕರ್ನಾಟಕ (ರಾಜ್ಯ): 08391-220049, 220880, xyxy=(920,1026,1222,1039)
jobs-cell: 1post xyxy=(1011,1728,1072,1769)
registration-cross-icon: ✛ xyxy=(1358,1010,1370,1026)
mehabub-title-2: ಸೊಸೈಟಿ ಲಿಮಿಟೆಡ್, ಬಳ್ಳಾರಿ. xyxy=(126,1720,270,1738)
mehabub-place: ಸ್ಥಳ : ಬಳ್ಳಾರಿ xyxy=(48,1995,92,2006)
jobs-address-1: ಮುಖ್ಯ ಕಛೇರಿ, ಪ್ಲಾಟ್ ನಂ.97 ನೆಲಮಹಡಿ, ವಾರ್ಡ್ ನಂ.21, xyxy=(980,1898,1212,1911)
census-body: (ಸಂಜೆವಾಣಿ ವಾರ್ತೆ) ಬಳ್ಳಾರಿ, ಸೆ.22: ರಾಜ್ಯದಲ್ಲಿ ಹಿಂದುಳಿದ ವರ್ಗಗಳ ಸಾಮಾಜಿಕ ಮತ್ತು ಶೈಕ್ಷಣಿಕ ಸಮೀಕ್ಷೆಯ ಭಾಗವಾಗಿ ಜಾತಿಗಣತಿಗೆ ನಗರದಲ್ಲಿ ಚಾಲನೆ ನೀಡಲಾಯಿತು. xyxy=(50,1265,346,1311)
rates-cell: ಚಾಲೆಂಜ್‌ಗಳ ಪ್ರದರ್ಶನ ಹಾಗೂ ಯೋಜನೆಗಳ ಪ್ರಾರಂಭಿಸುವುದು xyxy=(944,1240,1278,1256)
samruddhi-signatures xyxy=(42,1623,354,1647)
notice-box xyxy=(852,334,1340,570)
rates-cell: ಸಾಮಾಜಿಕ ಜಾಲತಾಣ xyxy=(861,1256,945,1272)
solar-column-2: ಬಾರಿ ಗಮನಕ್ಕೆ ತಂದರೂ ಯಾವುದೇ ಪ್ರಯೋಜನ ಆಗಿಲ್ಲ. ಕೂಡಲೇ ಸಂಬಂಧಪಟ್ಟ ಅಧಿಕಾರಿಗಳು ಸೋಲಾರ್ ಸಿಸ್ಟಮ್ ದುರಸ್ತಿ ಮಾಡಿಸಿ ವಿದ್ಯುತ್ ಉಳಿತಾಯ ಮಾಡಬೇಕೆಂದು ಗ್ರಾಮಸ್ಥರು ಆಗ್ರಹಿಸಿದ್ದಾರೆ. xyxy=(860,861,1340,891)
mehabub-notice xyxy=(40,1700,356,2068)
public-signature: ಸಹಿ/- ಅಧ್ಯಕ್ಷರು ಪಟ್ಟಣ ಪಂಚಾಯಿತಿ ಕೂಡ್ಲಿಗಿ xyxy=(389,1951,466,1973)
rates-cell: 1.68 xyxy=(1279,1224,1334,1240)
rates-cell: Mid Media xyxy=(861,1181,945,1208)
pink-kicker: ಪ್ರಾಮಾಣಿಕತೆಯಿಂದ ಸೇವೆ ಸಲ್ಲಿಸಿ: xyxy=(123,588,273,604)
dasara-column-1: ಸಂಜೆವಾಣಿ ವಾರ್ತೆ ಸಿರುಗುಪ್ಪ, ಸೆ.22: ಕಾರ್ಯಕ್ರಮ ವಿಭಾಗ ಮಟ್ಟದ 2025ರ ದಸರಾ ಕ್ರೀಡಾಕೂಟದಲ್ಲಿ ತೆಕ್ಕಲಕೋಟೆ ಪಟ್ಟಣದ ಯುವಕರು ವಿವಿಧ ಸ್ಪರ್ಧೆಗಳಲ್ಲಿ ಭಾಗವಹಿಸಿ ಪ್ರಥಮ ಸ್ಥಾನ ಪಡೆದು ರಾಜ್ಯಮಟ್ಟಕ್ಕೆ ಆಯ್ಕೆಯಾಗಿದ್ದಾರೆ. xyxy=(526,431,680,525)
samruddhi-notice xyxy=(40,1402,356,1692)
rates-cell xyxy=(861,1224,945,1240)
kudligi-tender-motto: "ನೀರು ಅಮೂಲ್ಯವಾದದ್ದು, ಮಿತವಾಗಿ ಬಳಸಿ, ಪಟ್ಟಣವನ್ನು ಸ್ವಚ್ಚವಾಗಿ ಇಡಿ" xyxy=(920,1054,1186,1067)
kudligi-public-date: ದಿನಾಂಕ : 20/09/2025 xyxy=(727,1657,836,1670)
rates-row xyxy=(861,1224,1334,1240)
jobs-cell: 1. xyxy=(859,1687,902,1728)
census-headline: ನಗರದಲ್ಲಿ ಜಾತಿಗಣತಿಗೆ ಚಾಲನೆ xyxy=(50,1232,346,1256)
rates-cell xyxy=(861,1240,945,1256)
signature-name: ಶ್ರೀ ಕೆ. ವಿಶ್ವನಾಥ xyxy=(1058,503,1113,514)
municipal-emblem-icon xyxy=(860,1026,912,1072)
tender-signature: ಸಹಿ/- ಅಧ್ಯಕ್ಷರು ಪಟ್ಟಣ ಪಂಚಾಯಿತಿ ಕೂಡ್ಲಿಗಿ xyxy=(878,1335,955,1357)
color-swatch xyxy=(490,2082,502,2096)
notice-title: ಪ್ರಾಥಮಿಕ ಕೃಷಿ ಪತ್ತಿನ ಸಹಕಾರ ಸಂಘ ನಿ., ಶಿಡಿಗಿನಮೊಳ xyxy=(46,340,512,360)
jobs-note-2: Tally&Basic xyxy=(987,1817,1045,1828)
